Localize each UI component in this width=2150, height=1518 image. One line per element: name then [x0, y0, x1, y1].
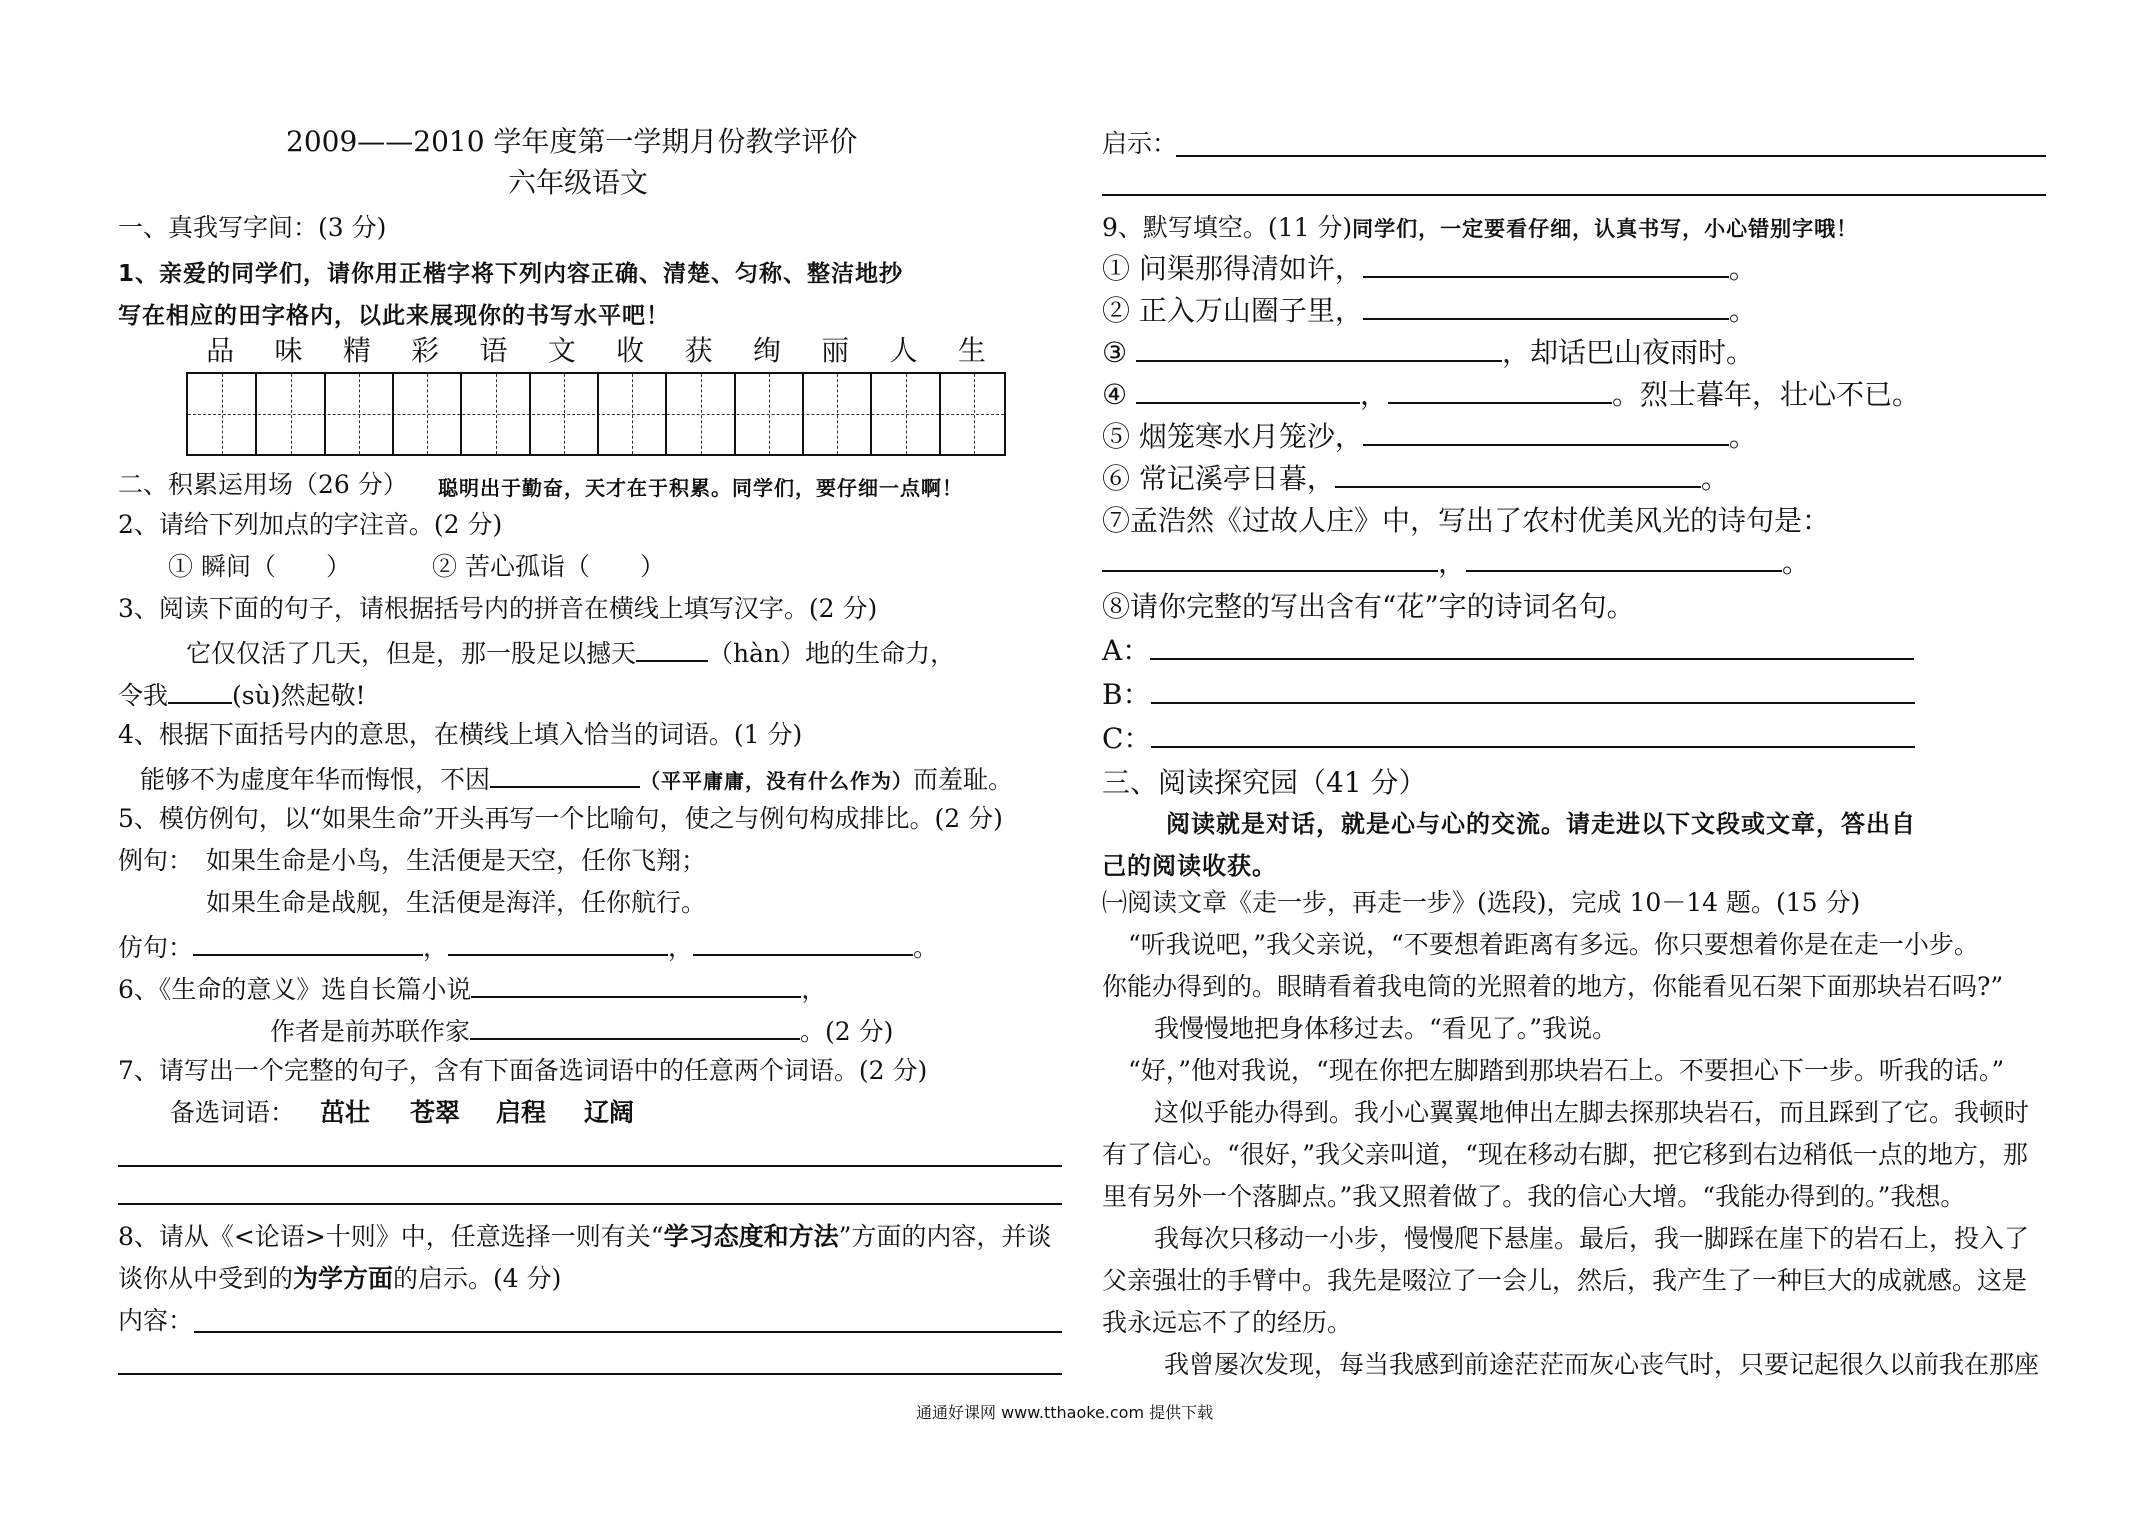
passage-line: 父亲强壮的手臂中。我先是啜泣了一会儿，然后，我产生了一种巨大的成就感。这是 — [1102, 1266, 2028, 1295]
passage-line: 里有另外一个落脚点。”我又照着做了。我的信心大增。“我能办得到的。”我想。 — [1102, 1182, 1966, 1211]
question-9-item-8-b: B： — [1102, 678, 1915, 712]
question-4: 4、根据下面括号内的意思，在横线上填入恰当的词语。(1 分) — [118, 720, 803, 749]
question-9-item-6: ⑥ 常记溪亭日暮， 。 — [1102, 462, 1729, 495]
grid-character: 语 — [479, 334, 508, 367]
answer-blank[interactable] — [1335, 462, 1701, 488]
grid-character: 品 — [206, 334, 235, 367]
passage-line: 我每次只移动一小步，慢慢爬下悬崖。最后，我一脚踩在崖下的岩石上，投入了 — [1154, 1224, 2030, 1253]
answer-line[interactable] — [194, 1331, 1062, 1333]
answer-blank[interactable] — [1150, 634, 1914, 660]
passage-line: 你能办得到的。眼睛看着我电筒的光照着的地方，你能看见石架下面那块岩石吗?” — [1102, 972, 2004, 1001]
passage-line: 我曾屡次发现，每当我感到前途茫茫而灰心丧气时，只要记起很久以前我在那座 — [1164, 1350, 2040, 1379]
question-7-word-2: 苍翠 — [410, 1098, 461, 1127]
answer-blank[interactable] — [490, 762, 640, 788]
question-6-line-1: 6、《生命的意义》选自长篇小说 ， — [118, 972, 826, 1005]
question-3-line-1: 它仅仅活了几天，但是，那一股足以撼天 （hàn）地的生命力， — [186, 636, 955, 669]
answer-blank[interactable] — [1388, 378, 1612, 404]
section-1-instruction: 1、亲爱的同学们，请你用正楷字将下列内容正确、清楚、匀称、整洁地抄 — [118, 261, 904, 287]
passage-line: 我慢慢地把身体移过去。“看见了。”我说。 — [1154, 1014, 1618, 1043]
answer-blank[interactable] — [168, 678, 232, 704]
question-9-item-1: ① 问渠那得清如许， 。 — [1102, 252, 1757, 285]
section-3-motto-cont: 己的阅读收获。 — [1102, 852, 1277, 880]
answer-line[interactable] — [118, 1203, 1062, 1205]
section-3-header: 三、阅读探究园（41 分） — [1102, 766, 1427, 799]
question-7-word-4: 辽阔 — [584, 1098, 635, 1127]
question-8-content-label: 内容： — [118, 1306, 194, 1335]
question-7-word-1: 茁壮 — [320, 1098, 371, 1127]
answer-blank[interactable] — [1363, 420, 1729, 446]
question-9-item-3: ③ ，却话巴山夜雨时。 — [1102, 336, 1755, 369]
section-2-motto: 聪明出于勤奋，天才在于积累。同学们，要仔细一点啊！ — [438, 476, 963, 500]
question-5-imitate: 仿句： ， ， 。 — [118, 930, 938, 963]
question-5-example-1: 如果生命是小鸟，生活便是天空，任你飞翔； — [206, 846, 707, 875]
grid-character: 丽 — [821, 334, 850, 367]
grid-character: 获 — [684, 334, 713, 367]
answer-line[interactable] — [1176, 155, 2046, 157]
question-4-line: 能够不为虚度年华而悔恨，不因 （平平庸庸，没有什么作为）而羞耻。 — [140, 762, 1013, 796]
answer-blank[interactable] — [1102, 546, 1438, 572]
question-9-item-2: ② 正入万山圈子里， 。 — [1102, 294, 1757, 327]
question-6-line-2: 作者是前苏联作家 。(2 分) — [270, 1014, 893, 1047]
question-9-item-8-a: A： — [1102, 634, 1914, 668]
question-5-example-2: 如果生命是战舰，生活便是海洋，任你航行。 — [206, 888, 707, 917]
passage-line: “好，”他对我说，“现在你把左脚踏到那块岩石上。不要担心下一步。听我的话。” — [1128, 1056, 2005, 1085]
question-7: 7、请写出一个完整的句子，含有下面备选词语中的任意两个词语。(2 分) — [118, 1056, 928, 1085]
question-2-item-2: ② 苦心孤诣（ ） — [432, 552, 665, 581]
answer-blank[interactable] — [471, 972, 801, 998]
question-5: 5、模仿例句，以“如果生命”开头再写一个比喻句，使之与例句构成排比。(2 分) — [118, 804, 1003, 833]
question-9-item-8: ⑧请你完整的写出含有“花”字的诗词名句。 — [1102, 590, 1635, 623]
answer-blank[interactable] — [1151, 722, 1915, 748]
answer-blank[interactable] — [448, 930, 668, 956]
question-7-word-3: 启程 — [496, 1098, 547, 1127]
exam-title: 2009——2010 学年度第一学期月份教学评价 — [286, 125, 858, 158]
answer-blank[interactable] — [470, 1014, 800, 1040]
answer-blank[interactable] — [693, 930, 913, 956]
reading-1-header: ㈠阅读文章《走一步，再走一步》(选段)，完成 10－14 题。(15 分) — [1102, 888, 1861, 917]
answer-blank[interactable] — [1136, 336, 1502, 362]
grid-character: 彩 — [411, 334, 440, 367]
question-9-header: 9、默写填空。(11 分)同学们，一定要看仔细，认真书写，小心错别字哦！ — [1102, 213, 1859, 242]
answer-blank[interactable] — [193, 930, 423, 956]
section-3-motto: 阅读就是对话，就是心与心的交流。请走进以下文段或文章，答出自 — [1166, 810, 1916, 838]
grid-character: 收 — [616, 334, 645, 367]
answer-blank[interactable] — [1151, 678, 1915, 704]
passage-line: 这似乎能办得到。我小心翼翼地伸出左脚去探那块岩石，而且踩到了它。我顿时 — [1154, 1098, 2030, 1127]
question-9-item-7: ⑦孟浩然《过故人庄》中，写出了农村优美风光的诗句是： — [1102, 504, 1831, 537]
section-1-instruction-cont: 写在相应的田字格内，以此来展现你的书写水平吧！ — [118, 303, 670, 329]
grid-character: 人 — [889, 334, 918, 367]
question-8-line-2: 谈你从中受到的为学方面的启示。(4 分) — [118, 1264, 562, 1293]
grid-character: 文 — [547, 334, 576, 367]
answer-blank[interactable] — [1363, 294, 1729, 320]
question-8-line-1: 8、请从《<论语>十则》中，任意选择一则有关“学习态度和方法”方面的内容，并谈 — [118, 1222, 1052, 1251]
grid-character: 味 — [274, 334, 303, 367]
answer-line[interactable] — [1102, 194, 2046, 196]
question-2: 2、请给下列加点的字注音。(2 分) — [118, 510, 503, 539]
passage-line: 有了信心。“很好，”我父亲叫道，“现在移动右脚，把它移到右边稍低一点的地方，那 — [1102, 1140, 2028, 1169]
exam-subtitle: 六年级语文 — [508, 166, 649, 199]
question-7-label: 备选词语： — [170, 1098, 296, 1127]
passage-line: 我永远忘不了的经历。 — [1102, 1308, 1353, 1337]
passage-line: “听我说吧，”我父亲说，“不要想着距离有多远。你只要想着你是在走一小步。 — [1128, 930, 1979, 959]
answer-blank[interactable] — [636, 636, 708, 662]
question-9-item-5: ⑤ 烟笼寒水月笼沙， 。 — [1102, 420, 1757, 453]
insight-label: 启示： — [1102, 129, 1178, 158]
grid-character: 精 — [342, 334, 371, 367]
answer-line[interactable] — [118, 1165, 1062, 1167]
section-1-header: 一、真我写字间：(3 分) — [118, 213, 387, 242]
tianzige-grid[interactable] — [186, 372, 1006, 456]
answer-blank[interactable] — [1466, 546, 1782, 572]
footer-source: 通通好课网 www.tthaoke.com 提供下载 — [916, 1403, 1214, 1422]
question-9-item-7-answer: ， 。 — [1102, 546, 1810, 580]
grid-character: 生 — [957, 334, 986, 367]
answer-blank[interactable] — [1363, 252, 1729, 278]
question-3: 3、阅读下面的句子，请根据括号内的拼音在横线上填写汉字。(2 分) — [118, 594, 878, 623]
section-2-header: 二、积累运用场（26 分） — [118, 470, 408, 499]
question-3-line-2: 令我 (sù)然起敬! — [118, 678, 366, 711]
question-9-item-4: ④ ， 。烈士暮年，壮心不已。 — [1102, 378, 1921, 411]
grid-character: 绚 — [752, 334, 781, 367]
answer-blank[interactable] — [1136, 378, 1360, 404]
answer-line[interactable] — [118, 1373, 1062, 1375]
question-9-item-8-c: C： — [1102, 722, 1915, 756]
question-2-item-1: ① 瞬间（ ） — [168, 552, 351, 581]
question-5-example-label: 例句： — [118, 846, 194, 875]
